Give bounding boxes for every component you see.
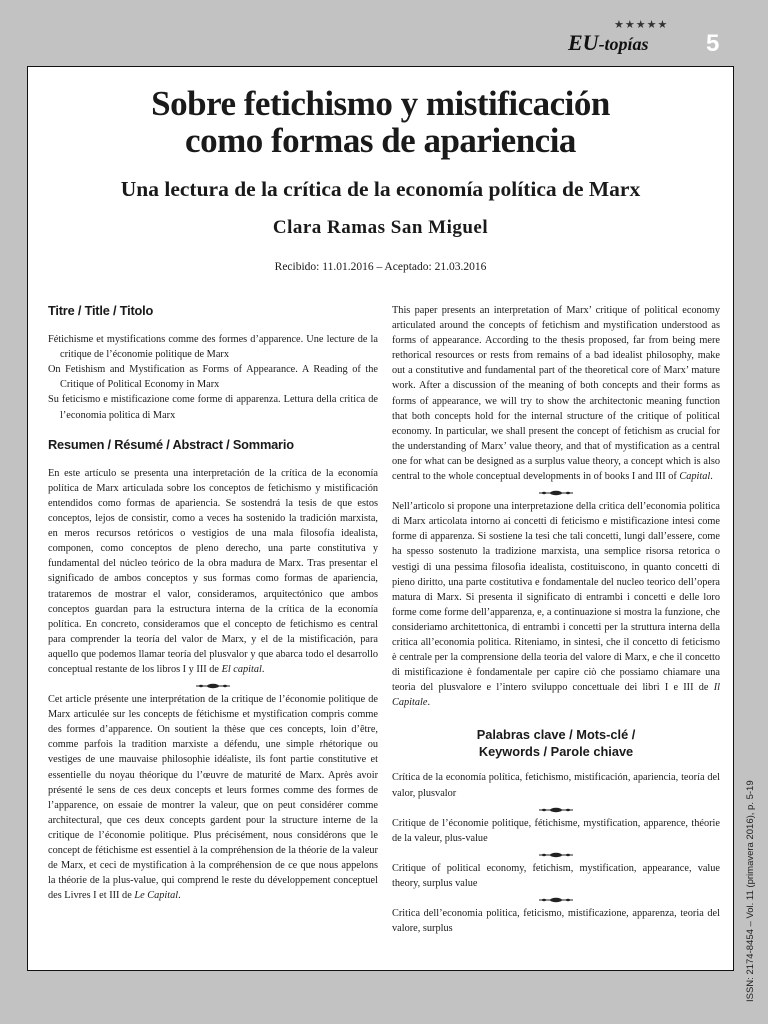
title-it: Su feticismo e mistificazione come forme di apparenza. Lettura della critica de l’economia politica di Marx <box>48 394 378 421</box>
work-title: El capital <box>221 663 262 675</box>
page-header <box>0 0 768 62</box>
title-line-1: Sobre fetichismo y mistificación <box>151 84 610 123</box>
keywords-fr: Critique de l’économie politique, fétichisme, mystification, apparence, théorie de la valeur, plus-value <box>392 817 720 844</box>
titles-heading: Titre / Title / Titolo <box>48 303 154 318</box>
article-title <box>28 85 733 159</box>
logo-suffix: -topías <box>598 34 649 54</box>
title-line-2: como formas de apariencia <box>185 121 576 160</box>
keywords-en: Critique of political economy, fetichism, mystification, appearance, value theory, surplus value <box>392 862 720 889</box>
ornament-divider <box>392 804 720 812</box>
left-column <box>48 303 378 903</box>
ornament-divider <box>392 487 720 495</box>
keywords-es: Crítica de la economía política, fetichismo, mistificación, apariencia, teoría del valor, plusvalor <box>392 772 720 799</box>
keywords-it: Critica dell’economia politica, feticismo, mistificazione, apparenza, teoria del valore, surplus <box>392 908 720 935</box>
keywords-heading-1: Palabras clave / Mots-clé / <box>476 727 636 743</box>
title-en: On Fetishism and Mystification as Forms of Appearance. A Reading of the Critique of Political Economy in Marx <box>48 364 378 391</box>
keywords-heading-2: Keywords / Parole chiave <box>478 744 634 760</box>
title-fr: Fétichisme et mystifications comme des formes d’apparence. Une lecture de la critique de l’économie politique de Marx <box>48 334 378 361</box>
abstract-en: This paper presents an interpretation of Marx’ critique of political economy articulated around the concepts of fetichism and mystification understood as forms of appearance. According to the thesis proposed, far from being mere rethorical resources or rests from remains of a bad idealist philosophy, make out a constitutive and fundamental part of the theoretical core of Marx’ mature work. After a discussion of the meaning of both concepts and their forms as forms of appearance, we will try to show the architectonic meaning function that both concepts hold for the internal structure of the critique of political economy. In particular, we shall present the concept of fetichism as crucial for the understanding of Marx’ value theory, and that of mystification as a central one for what can be designed as a surplus value theory, a concept which is also central to the whole conceptual developments in of books I and III of Capital. <box>392 305 720 483</box>
ornament-divider <box>48 680 378 688</box>
abstracts-heading: Resumen / Résumé / Abstract / Sommario <box>48 436 294 452</box>
author-name: Clara Ramas San Miguel <box>272 217 489 238</box>
work-title: Il Capitale <box>392 682 720 709</box>
issn-text: ISSN: 2174-8454 – Vol. 11 (primavera 2016), p. 5-19 <box>745 780 756 1002</box>
abstract-it: Nell’articolo si propone una interpretazione della critica dell’economia politica di Marx articolata intorno ai concetti di feticismo e mistificazione intesi come forme di apparenza. Si sostiene la tesi che tali concetti, lungi dall’essere, come ha spesso sostenuto la tradizione marxista, una semplice risorsa retorica o vestigi di una pessima filosofia idealista, costituiscono, in quanto concetti di pieno diritto, una parte costitutiva e fondamentale del nucleo teorico dell’opera matura di Marx. Si presenta il significato di entrambi i concetti e delle loro forme come forme dell’apparenza, e, a continuazione si mostra la funzione, che consideriamo architettonica, di entrambi i concetti per la struttura interna della critica all’economia politica. Riteniamo, in sintesi, che il concetto di feticismo è centrale per la comprensione della teoria del valore di Marx, e che il concetto di mistificazione è fondamentale per capire ciò che possiamo chiamare una teoria del plusvalore e l’intero sviluppo concettuale dei libri I e III de Il Capitale. <box>392 501 720 709</box>
article-subtitle: Una lectura de la crítica de la economía política de Marx <box>120 177 641 201</box>
abstract-es: En este artículo se presenta una interpretación de la crítica de la economía política de Marx articulada sobre los conceptos de fetichismo y mistificación entendidos como formas de apariencia. Se sostendrá la tesis de que estos conceptos, lejos de consistir, como a veces ha sostenido la tradición marxista, en meros recursos retóricos o vestigios de una mala filosofía idealista, componen, como conceptos de pleno derecho, una parte constitutiva y fundamental del núcleo teórico de la obra madura de Marx. Tras presentar el significado de ambos conceptos y sus formas como formas de apariencia, trataremos de mostrar el valor, consideramos, arquitectónico que ambos conceptos guardan para la estructura interna de la crítica de la economía política. En concreto, consideramos que el concepto de fetichismo es central para comprender la teoría del valor de Marx, y el de la mistificación, para aquello que podemos llamar teoría del plusvalor y que abarca todo el desarrollo conceptual restante de los libros I y III de El capital. <box>48 467 378 675</box>
article-frame <box>27 66 734 971</box>
stars-icon: ★★★★★ <box>614 18 669 31</box>
ornament-divider <box>392 849 720 857</box>
journal-logo <box>568 30 649 56</box>
work-title: Le Capital <box>134 890 179 902</box>
ornament-divider <box>392 894 720 902</box>
page-number: 5 <box>706 30 720 57</box>
abstract-fr: Cet article présente une interprétation de la critique de l’économie politique de Marx articulée sur les concepts de fétichisme et mystification compris comme des formes d’apparence. On soutient la thèse que ces concepts, loin d’être, comme parfois la tradition marxiste a défendu, une simple rhétorique ou vestiges de une mauvaise philosophie idéaliste, ils font partie constitutive et essentielle du noyau théorique du l’œuvre de maturité de Marx. Après avoir présenté le sens de ces deux concepts et leurs formes comme des formes de l’apparence, on essaie de montrer la valeur, que on peut considérer comme architectural, que ces deux concepts gardent pour la structure interne de la critique de l’économie politique. Plus précisément, nous considérons que le concept de fétichisme est essentiel à la compréhension de la théorie de la valeur de Marx, et ceci de mystification à la compréhension de ce que nous appelons la théorie de la plus-value, qui comprend le reste du développement conceptuel des Livres I et III de Le Capital. <box>48 694 378 902</box>
issn-side-note <box>741 740 761 1002</box>
right-column <box>392 303 720 936</box>
work-title: Capital <box>679 471 711 483</box>
logo-eu: EU <box>568 30 599 55</box>
received-accepted-dates: Recibido: 11.01.2016 – Aceptado: 21.03.2016 <box>274 261 487 273</box>
